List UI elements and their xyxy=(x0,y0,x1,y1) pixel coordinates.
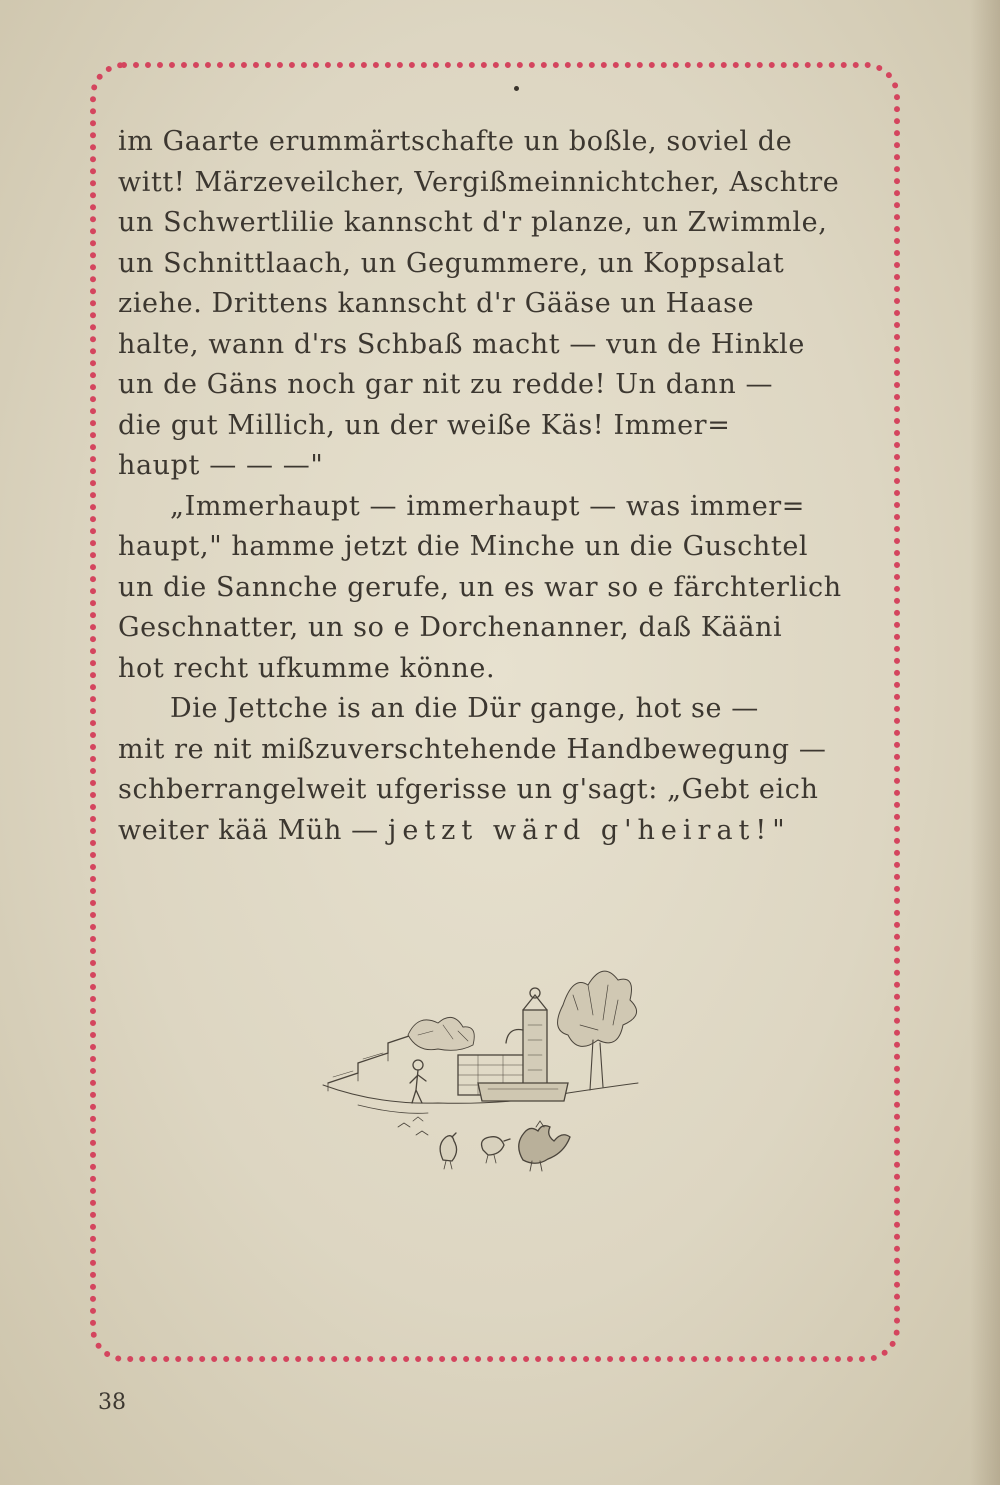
text-line: die gut Millich, un der weiße Käs! Immer= xyxy=(118,409,731,441)
text-line: halte, wann d'rs Schbaß macht — vun de Hinkle xyxy=(118,328,805,360)
text-line: Geschnatter, un so e Dorchenanner, daß Kääni xyxy=(118,612,783,643)
text-line: haupt," hamme jetzt die Minche un die Guschtel xyxy=(118,531,809,562)
text-line: ziehe. Drittens kannscht d'r Gääse un Haase xyxy=(118,288,755,319)
paragraph-1 xyxy=(118,122,878,487)
page-number: 38 xyxy=(98,1390,126,1415)
text-line: witt! Märzeveilcher, Vergißmeinnichtcher, Aschtre xyxy=(118,166,840,198)
text-line: hot recht ufkumme könne. xyxy=(118,652,496,684)
text-line-final xyxy=(118,811,878,852)
text-line: un Schwertlilie kannscht d'r planze, un Zwimmle, xyxy=(118,207,828,238)
paragraph-2 xyxy=(118,487,878,690)
spaced-closing-phrase: jetzt wärd g'heirat!" xyxy=(387,814,791,846)
farmyard-well-vignette-icon xyxy=(318,955,648,1175)
text-line: mit re nit mißzuverschtehende Handbewegung — xyxy=(118,733,827,765)
text-line: schberrangelweit ufgerisse un g'sagt: „Gebt eich xyxy=(118,774,819,805)
text-line: Die Jettche is an die Dür gange, hot se — xyxy=(170,693,759,724)
text-line: un die Sannche gerufe, un es war so e färchterlich xyxy=(118,571,842,603)
text-line: un Schnittlaach, un Gegummere, un Koppsalat xyxy=(118,247,785,279)
story-text xyxy=(118,122,878,851)
top-ornament-dot xyxy=(514,86,519,91)
text-line: „Immerhaupt — immerhaupt — was immer= xyxy=(170,490,806,522)
text-line-start: weiter kää Müh — xyxy=(118,814,388,846)
page-edge-shadow xyxy=(970,0,1000,1485)
text-line: im Gaarte erummärtschafte un boßle, soviel de xyxy=(118,126,793,157)
paragraph-3 xyxy=(118,689,878,851)
text-line: un de Gäns noch gar nit zu redde! Un dann — xyxy=(118,369,774,400)
text-line: haupt — — —" xyxy=(118,450,324,481)
